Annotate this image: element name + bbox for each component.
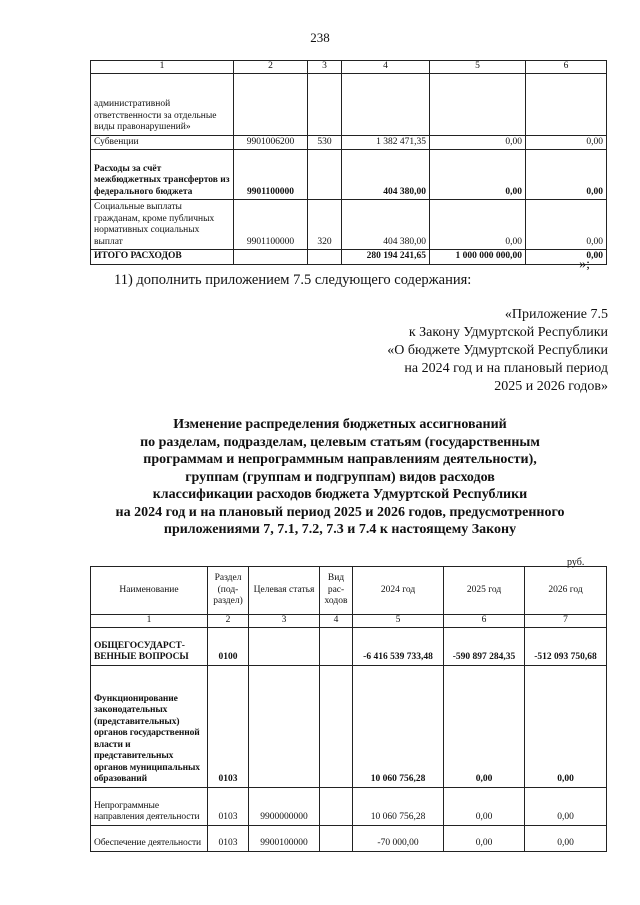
cell-name: Расходы за счёт межбюджетных трансфертов из федерального бюджета <box>91 150 234 200</box>
cell-target-article: 9901006200 <box>234 135 308 150</box>
cell-expense-type <box>320 627 353 665</box>
title-line: программам и непрограммным направлениям деятельности), <box>143 452 537 467</box>
table-row <box>91 825 607 851</box>
title-line: Изменение распределения бюджетных ассигнований <box>173 417 507 432</box>
column-number: 3 <box>249 615 320 628</box>
currency-unit: руб. <box>567 557 585 568</box>
table-row <box>91 665 607 787</box>
cell-expense-type <box>320 825 353 851</box>
cell-amount-2026: -512 093 750,68 <box>525 627 607 665</box>
column-number: 2 <box>234 61 308 74</box>
cell-amount-2026: 0,00 <box>525 787 607 825</box>
title-line: по разделам, подразделам, целевым статьям (государственным <box>140 434 540 450</box>
column-number: 3 <box>308 61 342 74</box>
cell-name: ИТОГО РАСХОДОВ <box>91 250 234 265</box>
cell-amount-2026 <box>526 73 607 135</box>
cell-amount-2025: 0,00 <box>444 825 525 851</box>
cell-target-article <box>234 250 308 265</box>
document-title <box>86 416 594 539</box>
title-line: группам (группам и подгруппам) видов расходов <box>185 469 495 485</box>
title-line: приложениями 7, 7.1, 7.2, 7.3 и 7.4 к настоящему Закону <box>163 522 517 537</box>
cell-name: Функционирование законодательных (представительных) органов государственной власти и представительных органов муниципальных образований <box>91 665 208 787</box>
cell-amount-2025: 0,00 <box>430 150 526 200</box>
table-row <box>91 200 607 250</box>
cell-amount-2024: 1 382 471,35 <box>342 135 430 150</box>
column-number: 1 <box>91 615 208 628</box>
cell-section: 0103 <box>208 665 249 787</box>
cell-expense-type: 530 <box>308 135 342 150</box>
appendix-line: «Приложение 7.5 <box>504 307 608 322</box>
cell-amount-2025: 1 000 000 000,00 <box>430 250 526 265</box>
header-year-2024: 2024 год <box>353 567 444 615</box>
cell-amount-2024: -70 000,00 <box>353 825 444 851</box>
page-number: 238 <box>310 30 330 45</box>
cell-amount-2024: 280 194 241,65 <box>342 250 430 265</box>
budget-table-continued <box>90 60 607 265</box>
column-number: 1 <box>91 61 234 74</box>
cell-target-article: 9901100000 <box>234 150 308 200</box>
title-line: классификации расходов бюджета Удмуртской Республики <box>152 487 528 502</box>
cell-amount-2026: 0,00 <box>525 665 607 787</box>
column-number: 4 <box>320 615 353 628</box>
column-number: 2 <box>208 615 249 628</box>
appendix-line: на 2024 год и на плановый период <box>404 361 608 376</box>
header-year-2025: 2025 год <box>444 567 525 615</box>
appendix-line: 2025 и 2026 годов» <box>494 379 608 394</box>
cell-name: Субвенции <box>91 135 234 150</box>
cell-target-article: 9900000000 <box>249 787 320 825</box>
appendix-line: «О бюджете Удмуртской Республики <box>387 343 608 358</box>
table-row <box>91 627 607 665</box>
table-row <box>91 250 607 265</box>
budget-allocation-table <box>90 566 607 852</box>
table-header-row <box>91 61 607 74</box>
cell-target-article <box>249 627 320 665</box>
cell-amount-2026: 0,00 <box>525 825 607 851</box>
table-row <box>91 787 607 825</box>
cell-expense-type <box>320 665 353 787</box>
cell-target-article: 9901100000 <box>234 200 308 250</box>
title-line: на 2024 год и на плановый период 2025 и 2026 годов, предусмотренного <box>115 504 565 520</box>
header-expense-type: Вид рас-ходов <box>320 567 353 615</box>
cell-amount-2026: 0,00 <box>526 135 607 150</box>
cell-amount-2026: 0,00 <box>526 150 607 200</box>
column-number: 4 <box>342 61 430 74</box>
cell-amount-2025: 0,00 <box>444 665 525 787</box>
header-year-2026: 2026 год <box>525 567 607 615</box>
column-number: 5 <box>430 61 526 74</box>
cell-expense-type <box>308 150 342 200</box>
cell-expense-type <box>308 250 342 265</box>
cell-amount-2024: 10 060 756,28 <box>353 665 444 787</box>
quote-closing-mark: »; <box>579 257 590 272</box>
header-target-article: Целевая статья <box>249 567 320 615</box>
table-row <box>91 73 607 135</box>
cell-amount-2025: -590 897 284,35 <box>444 627 525 665</box>
cell-amount-2024: -6 416 539 733,48 <box>353 627 444 665</box>
cell-expense-type: 320 <box>308 200 342 250</box>
column-numbers-row <box>91 615 607 628</box>
cell-section: 0103 <box>208 825 249 851</box>
column-number: 5 <box>353 615 444 628</box>
cell-name: административной ответственности за отдельные виды правонарушений» <box>91 73 234 135</box>
cell-name: Обеспечение деятельности <box>91 825 208 851</box>
cell-name: Непрограммные направления деятельности <box>91 787 208 825</box>
column-number: 6 <box>444 615 525 628</box>
cell-target-article <box>234 73 308 135</box>
cell-amount-2024: 10 060 756,28 <box>353 787 444 825</box>
appendix-heading <box>300 306 608 396</box>
cell-name: Социальные выплаты гражданам, кроме публичных нормативных социальных выплат <box>91 200 234 250</box>
table-row <box>91 150 607 200</box>
cell-amount-2025: 0,00 <box>444 787 525 825</box>
cell-amount-2024: 404 380,00 <box>342 150 430 200</box>
cell-target-article: 9900100000 <box>249 825 320 851</box>
cell-amount-2026: 0,00 <box>526 200 607 250</box>
cell-name: ОБЩЕГОСУДАРСТ-ВЕННЫЕ ВОПРОСЫ <box>91 627 208 665</box>
column-number: 7 <box>525 615 607 628</box>
column-number: 6 <box>526 61 607 74</box>
header-name: Наименование <box>91 567 208 615</box>
cell-amount-2025: 0,00 <box>430 135 526 150</box>
header-section: Раздел (под-раздел) <box>208 567 249 615</box>
cell-amount-2025: 0,00 <box>430 200 526 250</box>
table-header-row <box>91 567 607 615</box>
cell-target-article <box>249 665 320 787</box>
cell-amount-2026: 0,00 <box>526 250 607 265</box>
amendment-instruction: 11) дополнить приложением 7.5 следующего содержания: <box>114 272 472 288</box>
table-row <box>91 135 607 150</box>
cell-amount-2025 <box>430 73 526 135</box>
cell-expense-type <box>320 787 353 825</box>
appendix-line: к Закону Удмуртской Республики <box>408 325 608 340</box>
cell-section: 0100 <box>208 627 249 665</box>
cell-amount-2024 <box>342 73 430 135</box>
cell-section: 0103 <box>208 787 249 825</box>
cell-expense-type <box>308 73 342 135</box>
cell-amount-2024: 404 380,00 <box>342 200 430 250</box>
